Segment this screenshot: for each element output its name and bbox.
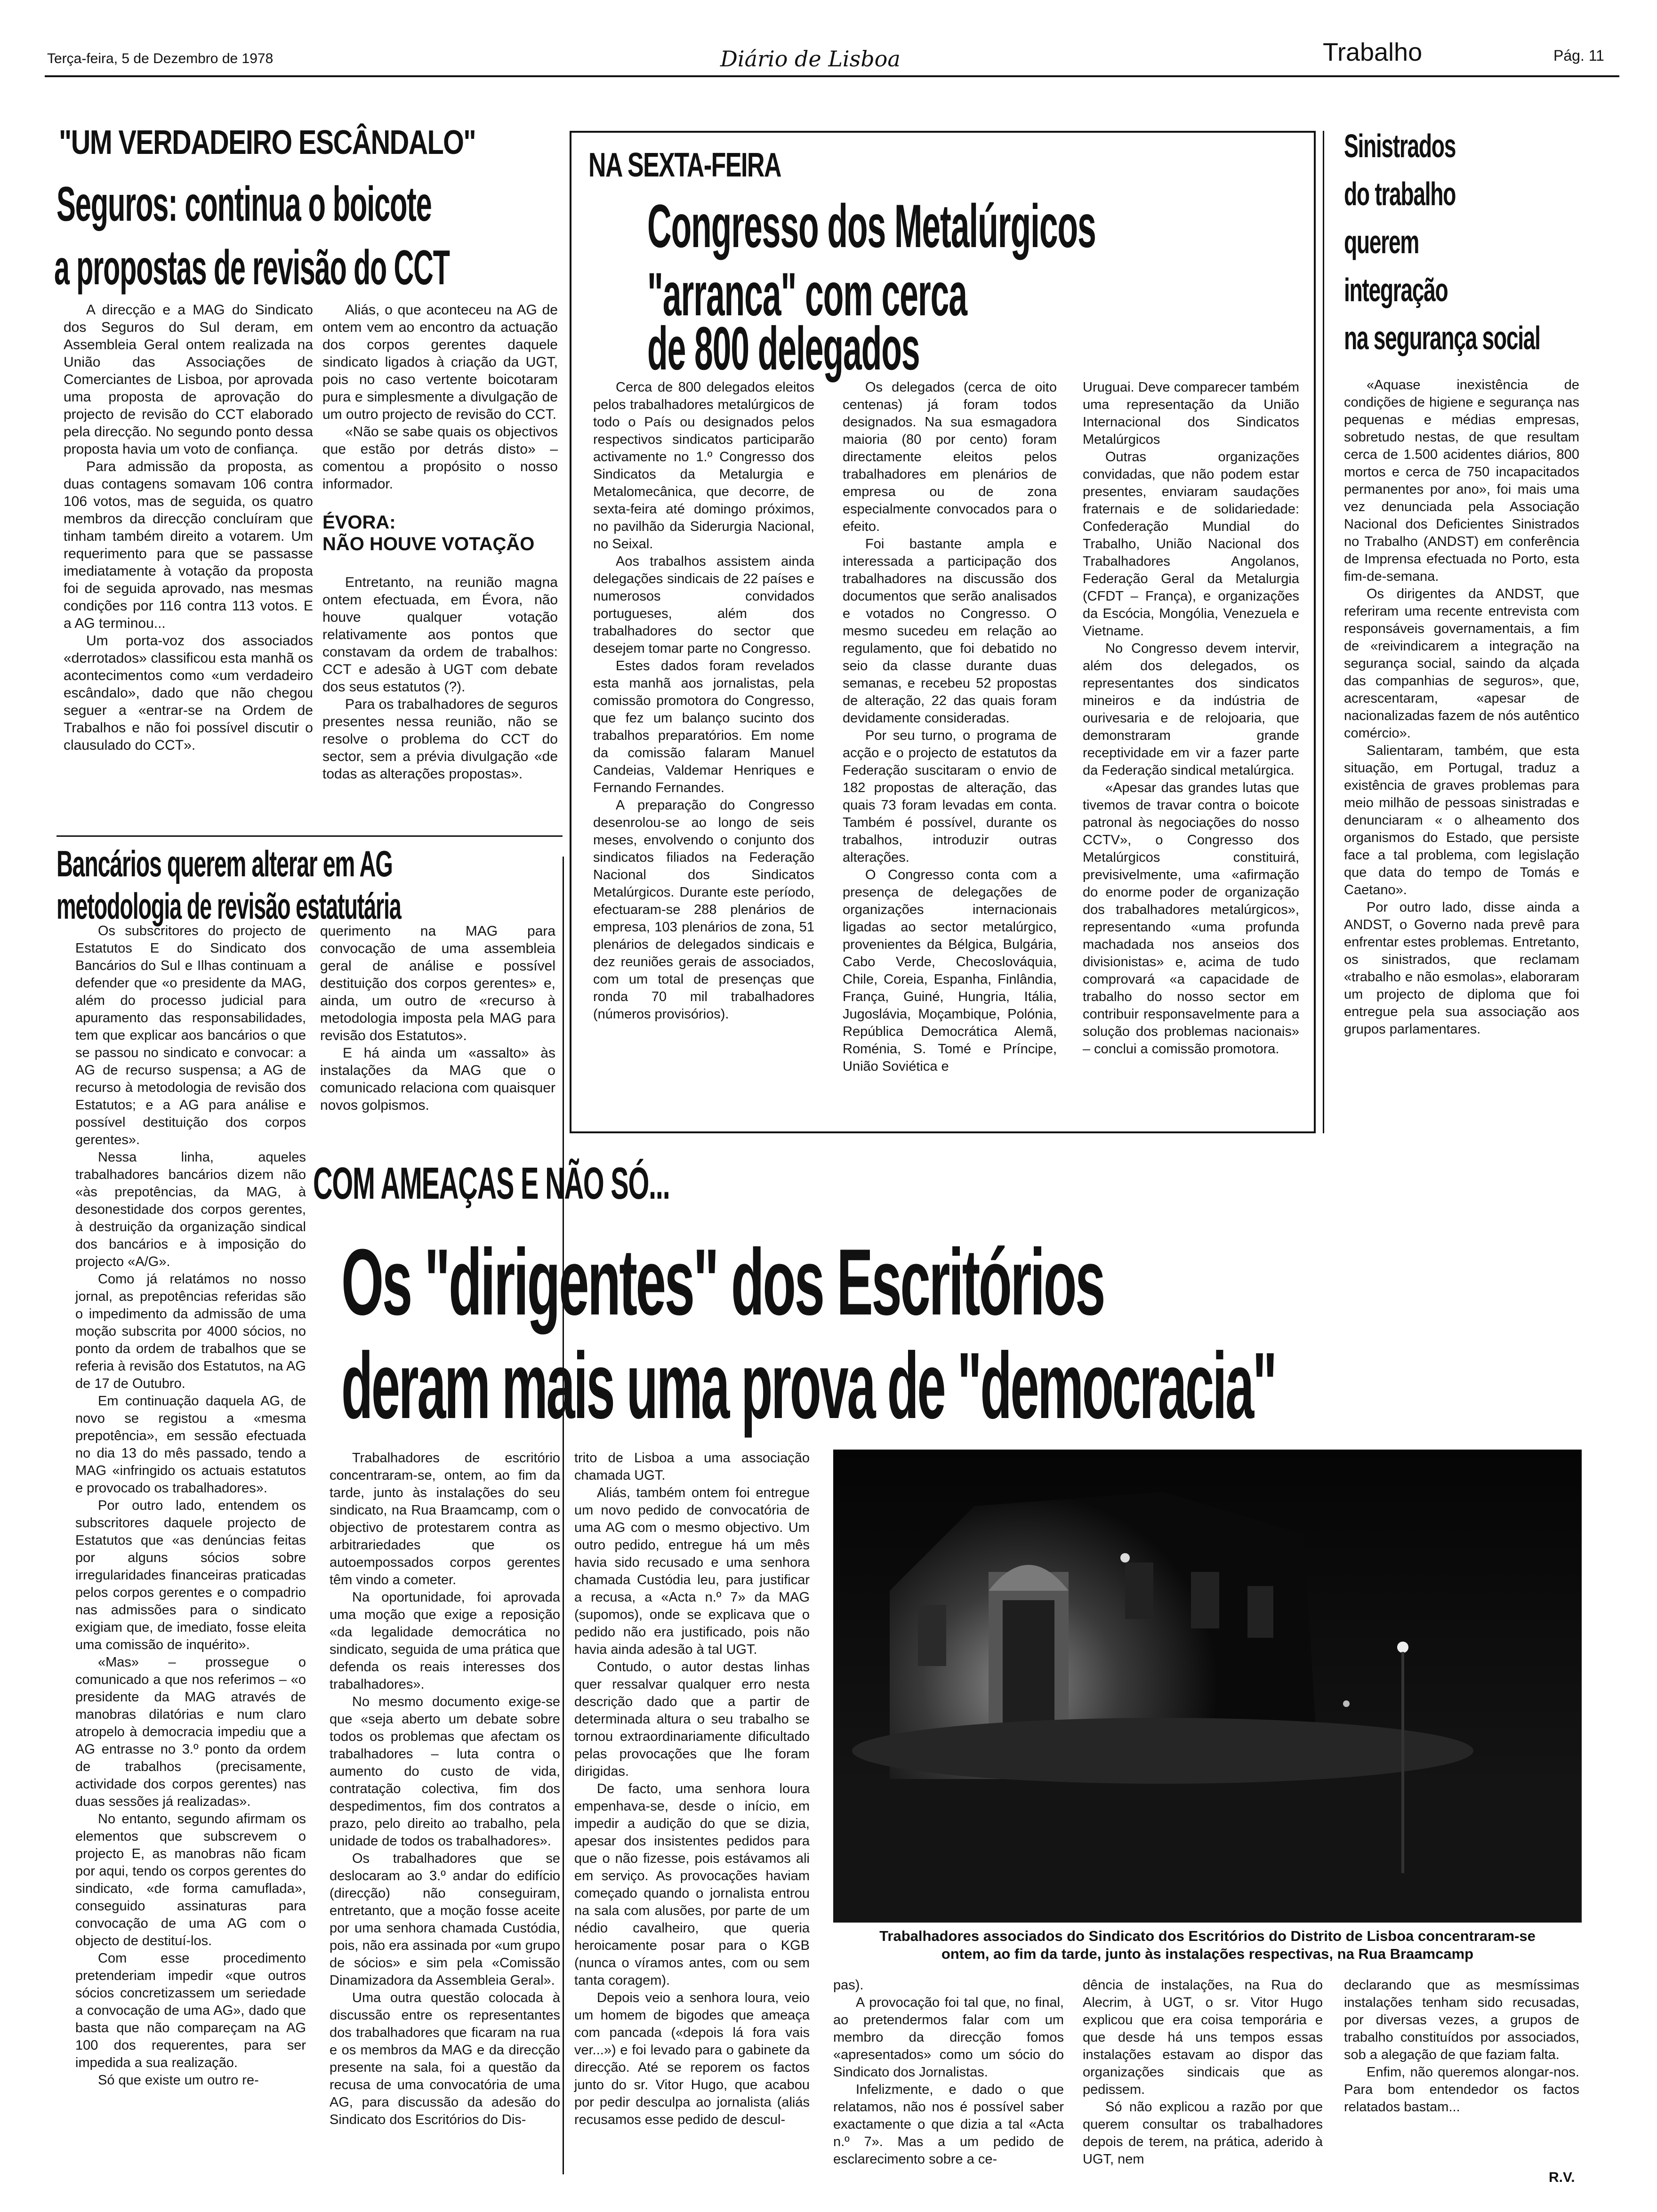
- metalurgicos-headline-3: de 800 delegados: [647, 314, 920, 383]
- escritorios-column-4: [1083, 1977, 1323, 2168]
- photo-caption-line-2: ontem, ao fim da tarde, junto às instalações respectivas, na Rua Braamcamp: [941, 1946, 1474, 1962]
- paragraph: Como já relatámos no nosso jornal, as prepotências referidas são o impedimento da admissão de uma moção subscrita por 4000 sócios, no ponto da ordem de trabalhos que se referia à revisão dos Estatutos, na AG de 17 de Outubro.: [75, 1272, 306, 1391]
- paragraph: Aliás, o que aconteceu na AG de ontem vem ao encontro da actuação dos corpos gerentes daquele sindicato ligados à criação da UGT, pois no caso vertente boicotaram pura e simplesmente a divulgação de um outro projecto de revisão do CCT.: [322, 302, 558, 422]
- paragraph: «Aquase inexistência de condições de higiene e segurança nas pequenas e médias empresas, sobretudo nestas, de que resultam cerca de 1.500 acidentes diários, 800 mortos e cerca de 750 incapacitados permanentes por ano», foi mais uma vez denunciada pela Associação Nacional dos Deficientes Sinistrados no Trabalho (ANDST) em conferência de Imprensa efectuada no Porto, esta fim-de-semana.: [1344, 377, 1579, 584]
- paragraph: Para os trabalhadores de seguros presentes nessa reunião, não se resolve o problema do CCT do sector, sem a prévia divulgação «de todas as alterações propostas».: [322, 697, 558, 782]
- paragraph: Entretanto, na reunião magna ontem efectuada, em Évora, não houve qualquer votação relativamente aos pontos que constavam da ordem de trabalhos: CCT e adesão à UGT com debate dos seus estatutos (?).: [322, 575, 558, 695]
- paragraph: E há ainda um «assalto» às instalações da MAG que o comunicado relaciona com quaisquer novos golpismos.: [320, 1045, 555, 1113]
- bancarios-column-2: [320, 922, 555, 1114]
- paragraph: Com esse procedimento pretenderiam impedir «que outros sócios concretizassem um seriedade a convocação de uma AG», dado que basta que não compareçam na AG 100 dos requerentes, para ser impedida a sua realização.: [75, 1951, 306, 2070]
- seguros-headline-1: Seguros: continua o boicote: [56, 177, 432, 232]
- photo-illustration: [833, 1450, 1582, 1923]
- divider: [56, 835, 563, 837]
- article-signature: R.V.: [1549, 2170, 1575, 2185]
- news-photo: [833, 1450, 1582, 1923]
- bancarios-headline-2: metodologia de revisão estatutária: [56, 885, 401, 927]
- paragraph: Trabalhadores de escritório concentraram-se, ontem, ao fim da tarde, junto às instalações do seu sindicato, na Rua Braamcamp, com o objectivo de protestarem contra as arbitrariedades que os autoempossados corpos gerentes têm vindo a cometer.: [330, 1451, 560, 1587]
- sinistrados-headline-2: do trabalho: [1344, 176, 1456, 212]
- paragraph: Por seu turno, o programa de acção e o projecto de estatutos da Federação suscitaram o envio de 182 propostas de alteração, das quais 73 foram levadas em conta. Também é possível, durante os trabalhos, introduzir outras alterações.: [843, 728, 1057, 865]
- paragraph: Os delegados (cerca de oito centenas) já foram todos designados. Na sua esmagadora maioria (80 por cento) foram directamente eleitos pelos trabalhadores em plenários de empresa ou de zona especialmente convocados para o efeito.: [843, 380, 1057, 534]
- paragraph: «Apesar das grandes lutas que tivemos de travar contra o boicote patronal às negociações do nosso CCTV», o Congresso dos Metalúrgicos constituirá, previsivelmente, uma «afirmação do enorme poder de organização dos trabalhadores metalúrgicos», representando «uma profunda machadada nos anseios dos divisionistas» e, acima de tudo comprovará «a capacidade de trabalho do nosso sector em contribuir responsavelmente para a solução dos problemas nacionais» – conclui a comissão promotora.: [1083, 780, 1299, 1057]
- escritorios-column-3: [833, 1977, 1064, 2168]
- sinistrados-headline-3: querem: [1344, 224, 1419, 260]
- paragraph: A provocação foi tal que, no final, ao pretendermos falar com um membro da direcção fomos «apresentados» como um sócio do Sindicato dos Jornalistas.: [833, 1995, 1064, 2080]
- paragraph: A direcção e a MAG do Sindicato dos Seguros do Sul deram, em Assembleia Geral ontem realizada na União das Associações de Comerciantes de Lisboa, por aprovada uma proposta de aprovação do projecto de revisão do CCT elaborado pela direcção. No segundo ponto dessa proposta havia um voto de confiança.: [64, 302, 313, 457]
- paragraph: Salientaram, também, que esta situação, em Portugal, traduz a existência de graves problemas para meio milhão de pessoas sinistradas e denunciaram « o alheamento dos organismos do Estado, que persiste face a tal problema, com legislação que data do tempo de Tomás e Caetano».: [1344, 743, 1579, 898]
- paragraph: Uma outra questão colocada à discussão entre os representantes dos trabalhadores que ficaram na rua e os membros da MAG e da direcção presente na sala, foi a questão da recusa de uma convocatória de uma AG, para discussão da adesão do Sindicato dos Escritórios do Dis-: [330, 1990, 560, 2127]
- paragraph: Por outro lado, entendem os subscritores daquele projecto de Estatutos que «as denúncias feitas por alguns sócios sobre irregularidades financeiras praticadas pelos corpos gerentes e o compadrio nas admissões para o sindicato exigiam que, de imediato, fosse eleita uma comissão de inquérito».: [75, 1498, 306, 1652]
- paragraph: Nessa linha, aqueles trabalhadores bancários dizem não «às prepotências, da MAG, à desonestidade dos corpos gerentes, à destruição da organização sindical dos bancários e à imposição do projecto «A/G».: [75, 1150, 306, 1269]
- paragraph: Em continuação daquela AG, de novo se registou a «mesma prepotência», em sessão efectuada no dia 13 do mês passado, tendo a MAG «infringido os actuais estatutos e provocado os trabalhadores».: [75, 1394, 306, 1496]
- paragraph: dência de instalações, na Rua do Alecrim, à UGT, o sr. Vitor Hugo explicou que era coisa temporária e que desde há uns tempos essas instalações estavam ao dispor das organizações sindicais que as pedissem.: [1083, 1978, 1323, 2097]
- metalurgicos-kicker: NA SEXTA-FEIRA: [588, 146, 781, 184]
- paragraph: Uruguai. Deve comparecer também uma representação da União Internacional dos Sindicatos Metalúrgicos: [1083, 380, 1299, 447]
- paragraph: Para admissão da proposta, as duas contagens somavam 106 contra 106 votos, mas de seguida, os quatro membros da direcção concluíram que tinham também direito a votarem. Um requerimento para que se passasse imediatamente à votação da proposta foi de seguida aprovado, nas mesmas condições por 116 contra 113 votos. E a AG terminou...: [64, 459, 313, 631]
- paragraph: Os dirigentes da ANDST, que referiram uma recente entrevista com responsáveis governamentais, a fim de «reivindicarem a integração na segurança social, saindo da alçada das companhias de seguros», que, acrescentaram, «apesar de nacionalizadas fazem de nós autêntico comércio».: [1344, 586, 1579, 741]
- escritorios-column-2: [574, 1450, 810, 2129]
- paragraph: Os subscritores do projecto de Estatutos E do Sindicato dos Bancários do Sul e Ilhas continuam a defender que «o presidente da MAG, além do processo judicial para apuramento das responsabilidades, tem que explicar aos bancários o que se passou no sindicato e convocar: a AG de recurso suspensa; a AG de recurso à metodologia de revisão dos Estatutos; e a AG para análise e possível destituição dos corpos gerentes».: [75, 923, 306, 1147]
- paragraph: Contudo, o autor destas linhas quer ressalvar qualquer erro nesta descrição dado que a partir de determinada altura o seu trabalho se tornou extraordinariamente dificultado pelas provocações que lhe foram dirigidas.: [574, 1659, 810, 1779]
- paragraph: Outras organizações convidadas, que não podem estar presentes, enviaram saudações fraternais e de solidariedade: Confederação Mundial do Trabalho, União Nacional dos Trabalhadores Angolanos, Federação Geral da Metalurgia (CFDT – França), e organizações da Escócia, Mongólia, Venezuela e Vietname.: [1083, 449, 1299, 639]
- bancarios-column-1: [75, 922, 306, 2089]
- escritorios-kicker: COM AMEAÇAS E NÃO SÓ...: [313, 1158, 670, 1209]
- sinistrados-column: [1344, 377, 1579, 1038]
- metalurgicos-column-3: [1083, 379, 1299, 1058]
- escritorios-headline-2: deram mais uma prova de "democracia": [341, 1333, 1276, 1438]
- sinistrados-headline-1: Sinistrados: [1344, 128, 1456, 164]
- paragraph: Enfim, não queremos alongar-nos. Para bom entendedor os factos relatados bastam...: [1344, 2065, 1579, 2115]
- seguros-column-2: [322, 301, 558, 783]
- paragraph: Aos trabalhos assistem ainda delegações sindicais de 22 países e numerosos convidados portugueses, além dos trabalhadores do sector que desejem tomar parte no Congresso.: [593, 554, 814, 656]
- column-rule: [1323, 131, 1324, 1133]
- metalurgicos-column-1: [593, 379, 814, 1023]
- paragraph: «Mas» – prossegue o comunicado a que nos referimos – «o presidente da MAG através de manobras dilatórias e num claro atropelo à democracia impediu que a AG entrasse no 3.º ponto da ordem de trabalhos (precisamente, actividade dos corpos gerentes) nas duas sessões já realizadas».: [75, 1655, 306, 1809]
- metalurgicos-column-2: [843, 379, 1057, 1075]
- paragraph: Depois veio a senhora loura, veio um homem de bigodes que ameaça com pancada («depois lá fora vais ver...») e foi levado para o gabinete da direcção. Até se reporem os factos junto do sr. Vitor Hugo, que acabou por pedir desculpa ao jornalista (aliás recusamos esse pedido de descul-: [574, 1990, 810, 2127]
- seguros-headline-2: a propostas de revisão do CCT: [54, 240, 450, 295]
- masthead: Diário de Lisboa: [720, 46, 901, 72]
- paragraph: Aliás, também ontem foi entregue um novo pedido de convocatória de uma AG com o mesmo objectivo. Um outro pedido, entregue há um mês havia sido recusado e uma senhora chamada Custódia leu, para justificar a recusa, a «Acta n.º 7» da MAG (supomos), onde se explicava que o pedido não era justificado, pois não havia ainda adesão à tal UGT.: [574, 1485, 810, 1657]
- paragraph: Foi bastante ampla e interessada a participação dos trabalhadores na discussão dos documentos que serão analisados e votados no Congresso. O mesmo sucedeu em relação ao regulamento, que foi debatido no seio da classe durante duas semanas, e recebeu 52 propostas de alteração, 22 das quais foram devidamente consideradas.: [843, 537, 1057, 726]
- metalurgicos-headline-1: Congresso dos Metalúrgicos: [647, 192, 1096, 260]
- paragraph: No entanto, segundo afirmam os elementos que subscrevem o projecto E, as manobras não ficam por aqui, tendo os corpos gerentes do sindicato, «de forma camuflada», conseguido assinaturas para convocação de uma AG com o objecto de destituí-los.: [75, 1811, 306, 1948]
- paragraph: Os trabalhadores que se deslocaram ao 3.º andar do edifício (direcção) não conseguiram, entretanto, que a moção fosse aceite por uma senhora chamada Custódia, pois, não era assinada por «um grupo de sócios» e sim pela «Comissão Dinamizadora da Assembleia Geral».: [330, 1851, 560, 1988]
- paragraph: «Não se sabe quais os objectivos que estão por detrás disto» – comentou a propósito o nosso informador.: [322, 424, 558, 492]
- header-rule: [45, 75, 1619, 77]
- paragraph: No Congresso devem intervir, além dos delegados, os representantes dos sindicatos mineiros e da indústria de ourivesaria e de relojoaria, que demonstraram grande receptividade em vir a fazer parte da Federação sindical metalúrgica.: [1083, 641, 1299, 778]
- evora-subhead-2: NÃO HOUVE VOTAÇÃO: [322, 534, 535, 554]
- paragraph: Por outro lado, disse ainda a ANDST, o Governo nada prevê para enfrentar estes problemas. Entretanto, os sinistrados, que reclamam «trabalho e não esmolas», elaboraram um projecto de diploma que foi entregue pela sua associação aos grupos parlamentares.: [1344, 900, 1579, 1037]
- paragraph: Na oportunidade, foi aprovada uma moção que exige a reposição «da legalidade democrática no sindicato, seguida de uma prática que defenda os reais interesses dos trabalhadores».: [330, 1590, 560, 1692]
- paragraph: Cerca de 800 delegados eleitos pelos trabalhadores metalúrgicos de todo o País ou designados pelos respectivos sindicatos participarão activamente no 1.º Congresso dos Sindicatos da Metalurgia e Metalomecânica, que decorre, de sexta-feira até domingo próximos, no pavilhão da Siderurgia Nacional, no Seixal.: [593, 380, 814, 552]
- paragraph: declarando que as mesmíssimas instalações tenham sido recusadas, por diversas vezes, a grupos de trabalho constituídos por associados, sob a alegação de que faziam falta.: [1344, 1978, 1579, 2062]
- paragraph: trito de Lisboa a uma associação chamada UGT.: [574, 1451, 810, 1483]
- paragraph: querimento na MAG para convocação de uma assembleia geral de análise e possível destituição dos corpos gerentes» e, ainda, um outro de «recurso à metodologia imposta pela MAG para revisão dos Estatutos».: [320, 923, 555, 1043]
- photo-caption-line-1: Trabalhadores associados do Sindicato dos Escritórios do Distrito de Lisboa concentraram-se: [879, 1928, 1536, 1944]
- escritorios-headline-1: Os "dirigentes" dos Escritórios: [341, 1230, 1104, 1335]
- bancarios-headline-1: Bancários querem alterar em AG: [56, 843, 393, 884]
- escritorios-column-5: [1344, 1977, 1579, 2116]
- seguros-column-1: [64, 301, 313, 754]
- paragraph: A preparação do Congresso desenrolou-se ao longo de seis meses, envolvendo o conjunto dos sindicatos filiados na Federação Nacional dos Sindicatos Metalúrgicos. Durante este período, efectuaram-se 288 plenários de empresa, 103 plenários de zona, 51 plenários de delegados sindicais e dez reuniões gerais de associados, com um total de presenças que ronda 70 mil trabalhadores (números provisórios).: [593, 798, 814, 1022]
- escritorios-column-1: [330, 1450, 560, 2129]
- section-title: Trabalho: [1323, 38, 1423, 66]
- sinistrados-headline-5: na segurança social: [1344, 320, 1540, 356]
- paragraph: O Congresso conta com a presença de delegações de organizações internacionais ligadas ao sector metalúrgico, provenientes da Bélgica, Bulgária, Cabo Verde, Checoslováquia, Chile, Coreia, Espanha, Finlândia, França, Guiné, Hungria, Itália, Jugoslávia, Moçambique, Polónia, República Democrática Alemã, Roménia, S. Tomé e Príncipe, União Soviética e: [843, 867, 1057, 1074]
- paragraph: pas).: [833, 1978, 864, 1993]
- paragraph: Só que existe um outro re-: [98, 2073, 259, 2088]
- paragraph: Só não explicou a razão por que querem consultar os trabalhadores depois de terem, na prática, aderido à UGT, nem: [1083, 2100, 1323, 2167]
- paragraph: Estes dados foram revelados esta manhã aos jornalistas, pela comissão promotora do Congresso, que fez um balanço sucinto dos trabalhos preparatórios. Em nome da comissão falaram Manuel Candeias, Valdemar Henriques e Fernando Fernandes.: [593, 658, 814, 795]
- sinistrados-headline-4: integração: [1344, 272, 1448, 308]
- seguros-kicker: "UM VERDADEIRO ESCÂNDALO": [59, 124, 476, 161]
- paragraph: Infelizmente, e dado o que relatamos, não nos é possível saber exactamente o que dizia a tal «Acta n.º 7». Mas a um pedido de esclarecimento sobre a ce-: [833, 2082, 1064, 2167]
- paragraph: No mesmo documento exige-se que «seja aberto um debate sobre todos os problemas que afectam os trabalhadores – luta contra o aumento do custo de vida, contratação colectiva, fim dos despedimentos, fim dos contratos a prazo, pelo direito ao trabalho, pela unidade de todos os trabalhadores».: [330, 1694, 560, 1849]
- metalurgicos-headline-2: "arranca" com cerca: [647, 260, 967, 329]
- header-date: Terça-feira, 5 de Dezembro de 1978: [47, 51, 273, 66]
- evora-subhead-1: ÉVORA:: [322, 512, 396, 533]
- paragraph: Um porta-voz dos associados «derrotados» classificou esta manhã os acontecimentos como «um verdadeiro escândalo», dado que não chegou seguer a «entrar-se na Ordem de Trabalhos e não foi possível discutir o clausulado do CCT».: [64, 633, 313, 753]
- paragraph: De facto, uma senhora loura empenhava-se, desde o início, em impedir a audição do que se dizia, apesar dos insistentes pedidos para que o não fizesse, pois estávamos ali em serviço. As provocações haviam começado quando o jornalista entrou na sala com alusões, por parte de um nédio cavalheiro, que queria heroicamente posar para o KGB (nunca o víramos antes, com ou sem tanta coragem).: [574, 1781, 810, 1988]
- page-number: Pág. 11: [1553, 47, 1604, 64]
- divider: [563, 857, 564, 2174]
